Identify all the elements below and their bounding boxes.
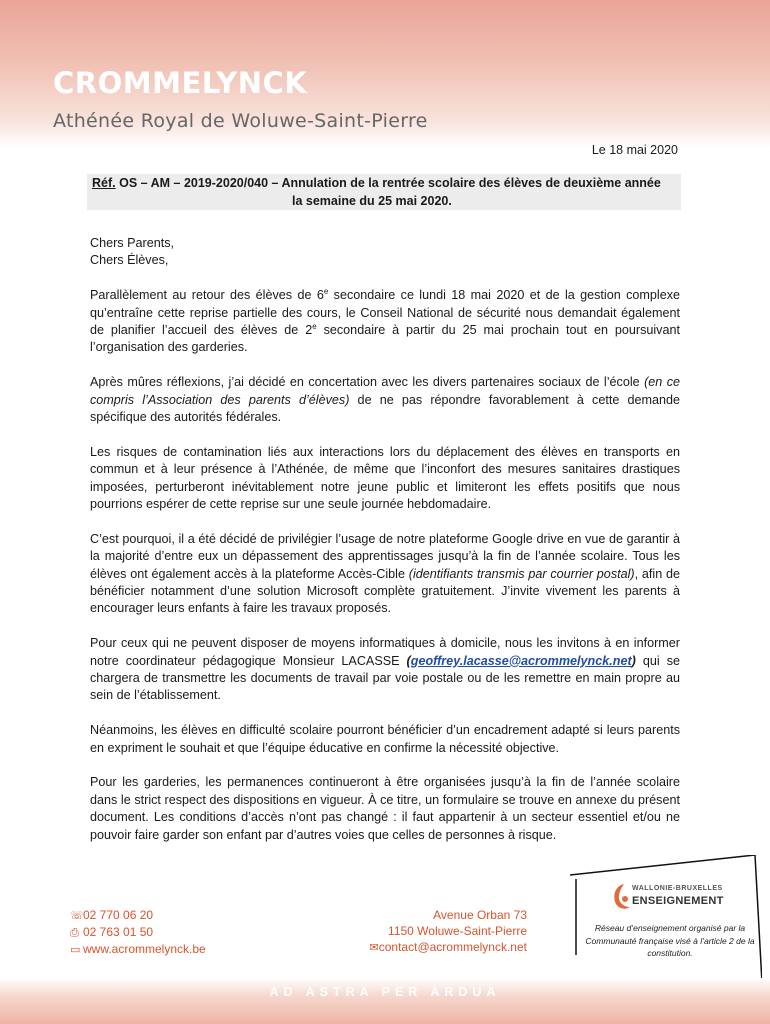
- contact-phone: [70, 907, 206, 924]
- computer-icon: ▭: [70, 944, 81, 956]
- greeting: [90, 235, 680, 270]
- contact-fax: [70, 924, 206, 941]
- p1-text-b: secondaire ce lundi 18 mai 2020 et de la gestion complexe qu’entraîne cette reprise partielle des cours, le Conseil National de sécurité nous demandait également de planifier l’accueil des élèves de 2: [90, 288, 680, 338]
- p2-italic: (en ce compris l’Association des parents d’élèves): [90, 375, 680, 407]
- paragraph-1: [90, 287, 680, 357]
- p5-paren-open: (: [406, 653, 411, 668]
- network-top: WALLONIE-BRUXELLES: [632, 885, 723, 892]
- footer-motto: AD ASTRA PER ARDUA: [269, 985, 501, 999]
- reference-subject-2: la semaine du 25 mai 2020.: [292, 194, 452, 208]
- contact-right: [366, 907, 527, 956]
- address-city: 1150 Woluwe-Saint-Pierre: [388, 924, 527, 938]
- network-description: Réseau d’enseignement organisé par la Communauté française visé à l’article 2 de la constitution.: [585, 923, 755, 958]
- website-link[interactable]: www.acrommelynck.be: [83, 942, 206, 956]
- p4-italic: (identifiants transmis par courrier postal): [408, 566, 635, 581]
- contact-email: [366, 939, 527, 956]
- fax-icon: ⎙: [70, 927, 79, 939]
- network-main: ENSEIGNEMENT: [632, 895, 724, 907]
- letter-body: [90, 235, 680, 862]
- contact-website: [70, 941, 206, 958]
- school-subtitle: Athénée Royal de Woluwe-Saint-Pierre: [53, 110, 428, 132]
- p2-text-b: de ne pas répondre favorablement à cette demande spécifique des autorités fédérales.: [90, 392, 680, 425]
- greeting-line-1: Chers Parents,: [90, 236, 174, 250]
- p5-text-b: qui se chargera de transmettre les documents de travail par voie postale ou de les remettre en main propre au sein de l’établissement.: [90, 653, 680, 703]
- phone-number: 02 770 06 20: [83, 908, 154, 922]
- p4-text-b: , afin de bénéficier notamment d’une solution Microsoft complète gratuitement. J’invite vivement les parents à encourager leurs enfants à faire les travaux proposés.: [90, 566, 681, 616]
- p2-text-a: Après mûres réflexions, j’ai décidé en concertation avec les divers partenaires sociaux de l’école: [90, 375, 645, 390]
- address-street: Avenue Orban 73: [433, 908, 527, 922]
- reference-line-1: [92, 174, 661, 192]
- coordinator-email-link[interactable]: geoffrey.lacasse@acrommelynck.net: [410, 653, 632, 668]
- paragraph-2: [90, 374, 680, 426]
- reference-subject-1: Annulation de la rentrée scolaire des élèves de deuxième année: [281, 176, 661, 190]
- paragraph-3: Les risques de contamination liés aux interactions lors du déplacement des élèves en transports en commun et à leur présence à l’Athénée, de même que l’inconfort des mesures sanitaires drastiques imposées, perturberont inévitablement notre jeune public et limiteront les effets positifs que nous pourrions espérer de cette reprise sur une seule journée hebdomadaire.: [90, 444, 680, 512]
- contact-email-link[interactable]: contact@acrommelynck.net: [378, 940, 527, 954]
- p1-text-c: secondaire à partir du 25 mai prochain tout en poursuivant l’organisation des garderies.: [90, 323, 680, 355]
- envelope-icon: ✉: [369, 942, 379, 954]
- phone-icon: ☏: [70, 910, 84, 922]
- reference-label: Réf.: [92, 176, 116, 190]
- paragraph-6: Néanmoins, les élèves en difficulté scolaire pourront bénéficier d’un encadrement adapté si leurs parents en expriment le souhait et que l’équipe éducative en confirme la nécessité objective.: [90, 723, 680, 755]
- school-name: CROMMELYNCK: [53, 66, 308, 100]
- p1-sup-1: e: [323, 287, 329, 297]
- p1-text-a: Parallèlement au retour des élèves de 6: [90, 288, 324, 303]
- paragraph-4: [90, 531, 680, 618]
- network-logo-box: [570, 855, 762, 985]
- p1-sup-2: e: [312, 321, 317, 331]
- wallonie-bruxelles-logo-icon: [610, 882, 632, 912]
- p5-text-a: Pour ceux qui ne peuvent disposer de moyens informatiques à domicile, nous les invitons à en informer notre coordinateur pédagogique Monsieur LACASSE: [90, 636, 680, 668]
- reference-box: [87, 174, 681, 210]
- letter-date: Le 18 mai 2020: [591, 143, 678, 157]
- greeting-line-2: Chers Élèves,: [90, 253, 169, 268]
- p5-paren-close: ): [631, 653, 636, 668]
- paragraph-5: [90, 635, 680, 705]
- network-frame: [570, 855, 762, 985]
- contact-left: [70, 907, 206, 958]
- paragraph-7: Pour les garderies, les permanences continueront à être organisées jusqu’à la fin de l’année scolaire dans le strict respect des dispositions en vigueur. À ce titre, un formulaire se trouve en annexe du présent document. Les conditions d’accès n’ont pas changé : il faut appartenir à un secteur essentiel et/ou ne pouvoir faire garder son enfant par d’autres voies que celles de personnes à risque.: [90, 775, 680, 842]
- fax-number: 02 763 01 50: [83, 925, 154, 939]
- reference-code: OS – AM – 2019-2020/040 –: [119, 176, 279, 190]
- p4-text-a: C’est pourquoi, il a été décidé de privilégier l’usage de notre plateforme Google drive en vue de garantir à la majorité d’entre eux un dépassement des apprentissages jusqu’à la fin de l’année scolaire. Tous les élèves ont également accès à la plateforme Accès-Cible: [90, 531, 680, 581]
